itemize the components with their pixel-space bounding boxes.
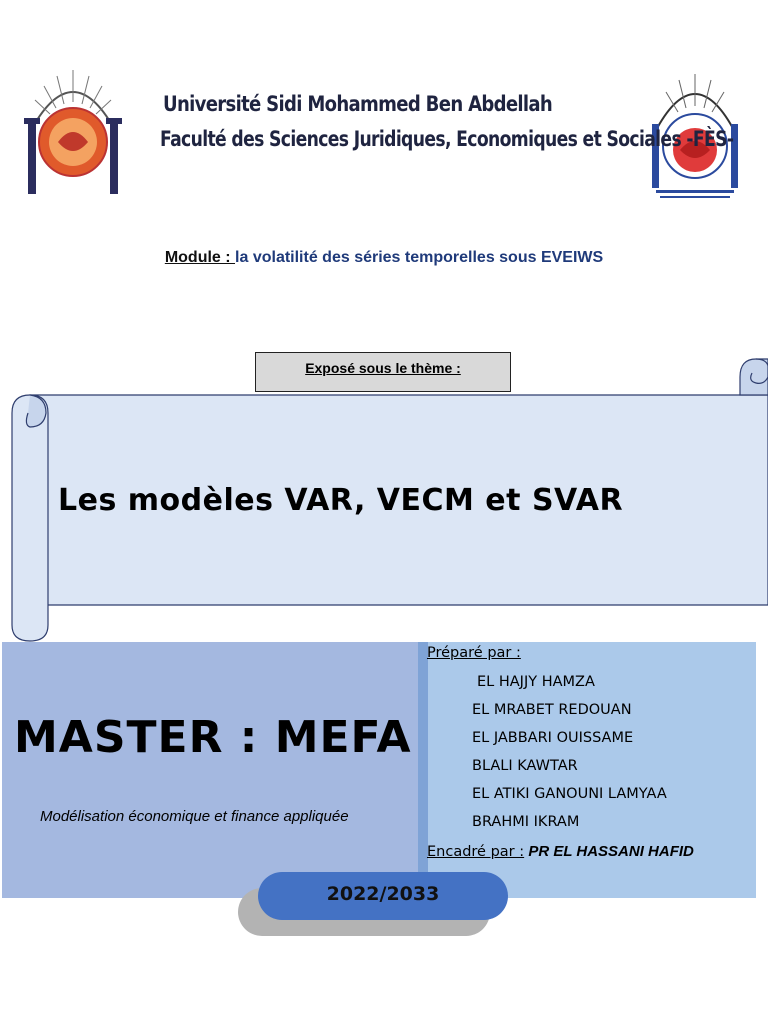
prepared-by-label: Préparé par : (427, 645, 521, 661)
module-value: la volatilité des séries temporelles sous EVEIWS (235, 249, 604, 266)
list-item: EL ATIKI GANOUNI LAMYAA (472, 786, 667, 802)
university-seal-icon (24, 70, 122, 194)
year-badge: 2022/2033 (258, 872, 508, 920)
supervisor-label: Encadré par : (427, 844, 525, 860)
supervisor-line (427, 843, 694, 860)
master-panel (2, 642, 418, 898)
members-list (472, 672, 667, 840)
master-title: MASTER : MEFA (14, 712, 412, 763)
module-label: Module : (164, 249, 236, 266)
list-item: EL JABBARI OUISSAME (472, 730, 634, 746)
expose-theme-box (255, 352, 511, 392)
module-line (0, 249, 768, 267)
university-name: Université Sidi Mohammed Ben Abdellah (163, 92, 553, 116)
faculty-name: Faculté des Sciences Juridiques, Economiques et Sociales -FÈS- (160, 127, 734, 151)
theme-title: Les modèles VAR, VECM et SVAR (58, 483, 624, 518)
list-item: EL HAJJY HAMZA (477, 674, 595, 690)
list-item: BLALI KAWTAR (472, 758, 578, 774)
list-item: EL MRABET REDOUAN (472, 702, 632, 718)
list-item: BRAHMI IKRAM (472, 814, 580, 830)
university-logo-left (22, 62, 124, 200)
supervisor-name: PR EL HASSANI HAFID (528, 843, 694, 860)
master-subtitle: Modélisation économique et finance appliquée (40, 808, 349, 825)
expose-label: Exposé sous le thème : (305, 360, 461, 376)
